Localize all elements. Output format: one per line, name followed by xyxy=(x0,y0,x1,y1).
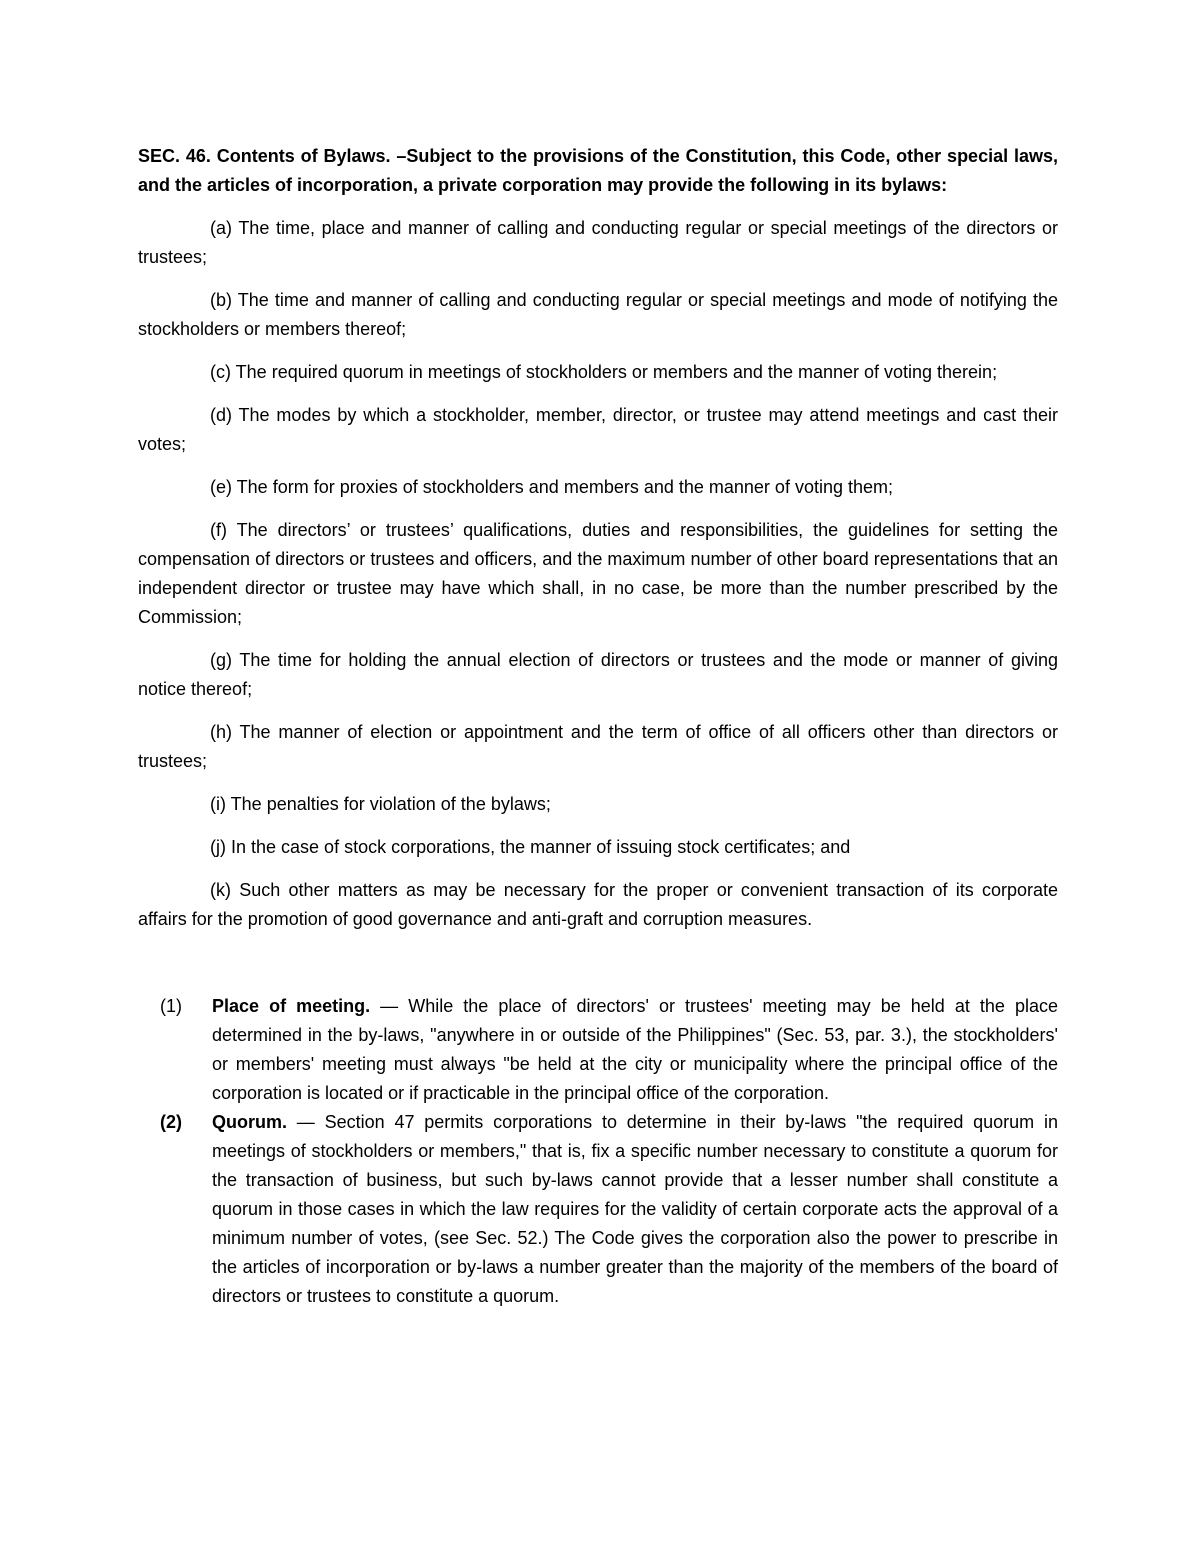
notes-list xyxy=(138,992,1058,1311)
document-page xyxy=(138,142,1058,1311)
item-text: Such other matters as may be necessary for the proper or convenient transaction of its corporate affairs for the promotion of good governance and anti-graft and corruption measures. xyxy=(138,880,1058,929)
bylaw-items xyxy=(138,214,1058,934)
note-body xyxy=(212,992,1058,1108)
item-marker: (h) xyxy=(210,722,232,742)
note-place-of-meeting xyxy=(138,992,1058,1108)
item-text: The manner of election or appointment and the term of office of all officers other than directors or trustees; xyxy=(138,722,1058,771)
bylaw-item-f xyxy=(138,516,1058,632)
note-marker: (2) xyxy=(160,1112,182,1132)
item-text: The time, place and manner of calling and conducting regular or special meetings of the directors or trustees; xyxy=(138,218,1058,267)
note-title: Place of meeting. xyxy=(212,996,371,1016)
bylaw-item-b xyxy=(138,286,1058,344)
bylaw-item-k xyxy=(138,876,1058,934)
item-marker: (e) xyxy=(210,477,232,497)
bylaw-item-g xyxy=(138,646,1058,704)
bylaw-item-a xyxy=(138,214,1058,272)
bylaw-item-h xyxy=(138,718,1058,776)
item-marker: (a) xyxy=(210,218,232,238)
item-text: In the case of stock corporations, the manner of issuing stock certificates; and xyxy=(226,837,851,857)
note-text: — Section 47 permits corporations to determine in their by-laws "the required quorum in meetings of stockholders or members," that is, fix a specific number necessary to constitute a quorum for the transaction of business, but such by-laws cannot provide that a lesser number shall constitute a quorum in those cases in which the law requires for the validity of certain corporate acts the approval of a minimum number of votes, (see Sec. 52.) The Code gives the corporation also the power to prescribe in the articles of incorporation or by-laws a number greater than the majority of the members of the board of directors or trustees to constitute a quorum. xyxy=(212,1112,1058,1306)
item-text: The directors’ or trustees’ qualifications, duties and responsibilities, the guidelines for setting the compensation of directors or trustees and officers, and the maximum number of other board representations that an independent director or trustee may have which shall, in no case, be more than the number prescribed by the Commission; xyxy=(138,520,1058,627)
bylaw-item-e xyxy=(138,473,1058,502)
item-text: The time and manner of calling and conducting regular or special meetings and mode of notifying the stockholders or members thereof; xyxy=(138,290,1058,339)
note-body xyxy=(212,1108,1058,1311)
bylaw-item-d xyxy=(138,401,1058,459)
item-marker: (j) xyxy=(210,837,226,857)
section-spacer xyxy=(138,948,1058,992)
bylaw-item-i xyxy=(138,790,1058,819)
item-text: The penalties for violation of the bylaws; xyxy=(226,794,551,814)
item-marker: (d) xyxy=(210,405,232,425)
note-quorum xyxy=(138,1108,1058,1311)
bylaw-item-c xyxy=(138,358,1058,387)
item-marker: (f) xyxy=(210,520,227,540)
item-marker: (c) xyxy=(210,362,231,382)
item-marker: (b) xyxy=(210,290,232,310)
item-text: The form for proxies of stockholders and members and the manner of voting them; xyxy=(232,477,893,497)
note-marker: (1) xyxy=(160,996,182,1016)
item-text: The required quorum in meetings of stockholders or members and the manner of voting therein; xyxy=(231,362,998,382)
section-heading: SEC. 46. Contents of Bylaws. –Subject to the provisions of the Constitution, this Code, other special laws, and the articles of incorporation, a private corporation may provide the following in its bylaws: xyxy=(138,146,1058,195)
bylaw-item-j xyxy=(138,833,1058,862)
note-text: — While the place of directors' or trustees' meeting may be held at the place determined in the by-laws, "anywhere in or outside of the Philippines" (Sec. 53, par. 3.), the stockholders' or members' meeting must always "be held at the city or municipality where the principal office of the corporation is located or if practicable in the principal office of the corporation. xyxy=(212,996,1058,1103)
note-title: Quorum. xyxy=(212,1112,287,1132)
item-marker: (k) xyxy=(210,880,231,900)
item-text: The time for holding the annual election of directors or trustees and the mode or manner of giving notice thereof; xyxy=(138,650,1058,699)
item-text: The modes by which a stockholder, member, director, or trustee may attend meetings and cast their votes; xyxy=(138,405,1058,454)
item-marker: (g) xyxy=(210,650,232,670)
item-marker: (i) xyxy=(210,794,226,814)
